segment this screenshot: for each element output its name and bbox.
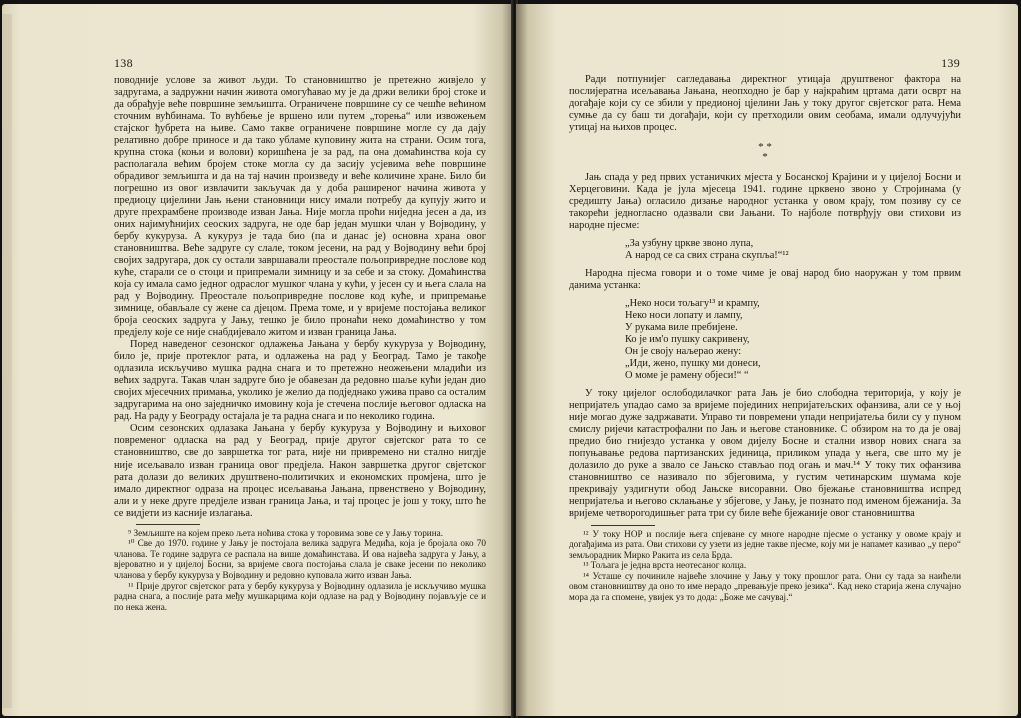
verse-line: А народ се са свих страна скупља!“¹² — [625, 250, 789, 262]
footnotes-left — [114, 528, 486, 613]
page-edge — [2, 14, 12, 708]
footnotes-right — [569, 529, 961, 603]
paragraph: Ради потпунијег сагледавања директног утицаја друштвеног фактора на послијератна исељавања Јањана, неопходно је бар у најкраћим цртама дати осврт на догађаје који су се збили у предионој цјелини Јањ у току другог свјетског рата. Нема сумње да су баш ти догађаји, који су претходили овим сеобама, имали одлучујући утицај на њихов процес. — [569, 74, 961, 134]
divider-star: * — [762, 151, 768, 164]
footnote: ¹⁰ Све до 1970. године у Јању је постојала велика задруга Медића, која је бројала око 70 чланова. Те године задруга се распала на више домаћинстава. И ова највећа задруга у Јању, а вјероватно и у цијелој Босни, за вријеме свога постојања слала је сваке јесени по неколико чланова у бербу кукуруза у Војводину и редовно куповала жито изван Јања. — [114, 538, 486, 580]
verse-line: „Иди, жено, пушку ми донеси, — [625, 358, 761, 370]
footnote-rule — [591, 525, 655, 526]
footnote: ⁹ Земљиште на којем преко љета ноћива стока у торовима зове се у Јању торина. — [128, 527, 443, 538]
right-page — [516, 4, 1018, 716]
paragraph: поводније услове за живот људи. То становништво је претежно живјело у задругама, а задружни начин живота омогућавао му је да држи велики број стоке и да обрађује веће површине земљишта. Ограничене површине су се чешће већином сточним вућбинама. То вућбење је вршено или путем „торења“ или извожењем стајског ђубрета на њиве. Само такве ограничене површине могле су да дају релативно добре приносе и да тако убламе куповину жита на страни. Осим тога, крупна стока (коњи и волови) коришћена је за рад, па она домаћинства која су располагала већим бројем стоке могла су да засију усјевима веће површине обрадивог земљишта и да на тај начин произведу и веће количине хране. Било би погрешно из овог извлачити закључак да у доба раширеног начина живота у предиоцу цијелини Јањ њени становници нису имали потребу да купују жито и друге прехрамбене производе изван Јања. Није могла проћи ниједна јесен а да, из оних најимућнијих сеоских задруга, не оде бар један мушки члан у Војводину, у бербу кукуруза. А кукуруз је тада био (па и данас је) основна храна овог становништва. Веће задруге су слале, током јесени, на рад у Војводину већи број својих задругара, док су остали завршавали преостале пољопривредне послове код куће, старали се о стоци и припремали зимницу и за себе и за стоку. Домаћинства која су имала само једног одраслог мушког члана у кући, у јесен су и њега слала на рад у Војводину. Преостале пољопривредне послове код куће, и припремање зимнице, обављале су жене са дјецом. Према томе, и у вријеме постојања великог броја сеоских задруга у Јању, тешко је било пронаћи неко домаћинство у том предјелу које се није снабдијевало житом и изван граница Јања. — [114, 75, 486, 339]
paragraph: Осим сезонских одлазака Јањана у бербу кукуруза у Војводину и њиховог повременог одласка на рад у Београд, прије другог свјетског рата то се становништво, све до завршетка тог рата, није ни привремено ни стално нигдје није исељавало изван граница овог предјела. Након завршетка другог свјетског рата долази до великих друштвено-политичких и економских промјена, што је имало директног одраза на процес исељавања Јањана, првенствено у Војводину, али и у неке друге предјеле изван граница Јања, и тај процес је још у току, што ће се видјети из касније излагања. — [114, 423, 486, 519]
footnote: ¹³ Тољага је једна врста неотесаног колца. — [583, 560, 747, 571]
footnote: ¹² У току НОР и послије њега спјеване су многе народне пјесме о устанку у овоме крају и догађајима из рата. Ови стихови су узети из једне такве пјесме, коју ми је напамет казивао „у перо“ земљорадник Мирко Ракита из села Брда. — [569, 528, 961, 560]
left-page — [2, 4, 513, 716]
footnote: ¹¹ Прије другог свјетског рата у бербу кукуруза у Војводину одлазила је искључиво мушка радна снага, а послије рата међу мушкарцима који одлазе на рад у Војводину појављује се и по нека жена. — [114, 580, 486, 612]
paragraph: Јањ спада у ред првих устаничких мјеста у Босанској Крајини и у цијелој Босни и Херцеговини. Када је јула мјесеца 1941. године црквено звоно у Стројинама (у средишту Јања) огласило дизање народног устанка у овом крају, том позиву су се такорећи једногласно одазвали сви Јањани. То најболе потврђују ови стихови из народне пјесме: — [569, 172, 961, 232]
verse-line: Ко је им'о пушку сакривену, — [625, 334, 750, 346]
paragraph: Народна пјесма говори и о томе чиме је овај народ био наоружан у том првим данима устанка: — [569, 268, 961, 292]
paragraph: Поред наведеног сезонског одлажења Јањана у бербу кукуруза у Војводину, било је, прије протеклог рата, и одлажења на рад у Београд. Тамо је такође одлазила искључиво мушка радна снага и то претежно неожењени младићи из већих задруга. Такав члан задруге био је обавезан да редовно шаље кући један дио својих мјесечних примања, уколико је желио да подједнако ужива право са осталим задругарима на оно заједничко имовину која је стечена послије његовог одласка на рад. На раду у Београду остајала је та радна снага и по неколико година. — [114, 339, 486, 423]
verse-line: О моме је рамену објеси!“ “ — [625, 370, 749, 382]
page-number-right: 139 — [941, 56, 960, 70]
left-text-column — [114, 75, 486, 612]
verse-line: „За узбуну цркве звоно лупа, — [625, 238, 754, 250]
verse-quote — [625, 238, 961, 262]
footnote: ¹⁴ Усташе су починиле највеће злочине у Јању у току прошлог рата. Они су тада за наићели овом становништву да оно то име нерадо „превањује преко језика“. Кад неко старија жена случајно мора да га спомене, увијек уз то дода: „Боже ме сачувај.“ — [569, 570, 961, 603]
verse-line: Он је своју наљерао жену: — [625, 346, 742, 358]
verse-line: „Неко носи тољагу¹³ и крампу, — [625, 298, 760, 310]
divider-stars: * * — [758, 141, 772, 154]
footnote-rule — [136, 524, 200, 525]
paragraph: У току цијелог ослободилачког рата Јањ је био слободна територија, у коју је непријатељ упадао само за вријеме појединих непријатељских офанзива, али се у њој није могао дуже задржавати. Управо ти повремени упади непријатеља били су у пуном смислу ријечи катастрофални по Јањ и његове становнике. С обзиром на то да је овај предио био гнијездо устанка у овом дијелу Босне и стални извор нових снага за попуњавање редова партизанских јединица, приликом упада у њега, све што му је долазило до руке а звало се Јањско стављао под огањ и мач.¹⁴ У току тих офанзива становништво се називало по збјеговима, у густим четинарским шумама које прекривају уздигнути обод Јањске висоравни. Ово бјежање становништва испред непријатеља и његово склањање у збјегове, у Јању, је познато под именом бјежанија. За вријеме четворогодишњег рата три су биле веће бјежаније овог становништва — [569, 388, 961, 520]
verse-quote — [625, 298, 961, 382]
right-text-column — [569, 74, 961, 603]
page-number-left: 138 — [114, 56, 133, 70]
verse-line: У рукама виле пребијене. — [625, 322, 738, 334]
section-divider — [569, 142, 961, 162]
verse-line: Неко носи лопату и лампу, — [625, 310, 743, 322]
